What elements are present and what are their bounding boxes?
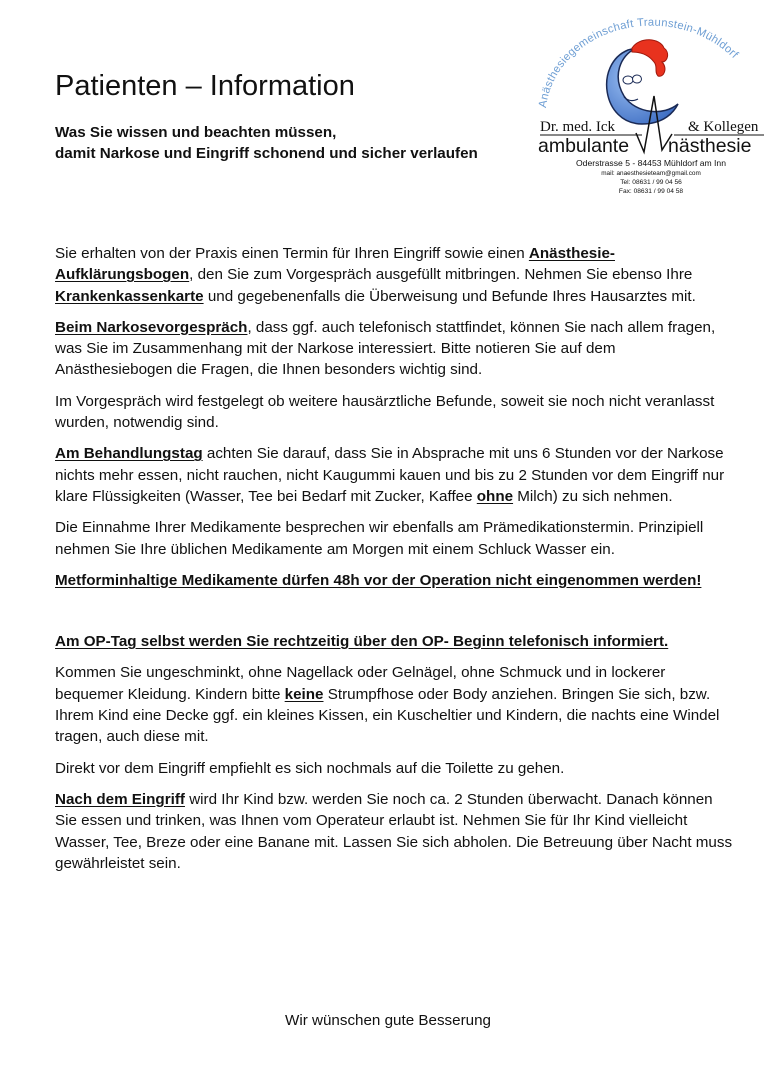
logo-arc-text bbox=[537, 17, 741, 109]
spacer bbox=[55, 601, 735, 631]
logo-word-left: ambulante bbox=[538, 135, 630, 157]
logo-arc-textpath: Anästhesiegemeinschaft Traunstein-Mühldorf bbox=[536, 16, 741, 109]
moon-eye-icon bbox=[623, 76, 633, 84]
nightcap-icon bbox=[632, 40, 668, 77]
text: Milch) zu sich nehmen. bbox=[513, 487, 673, 505]
closing-wish: Wir wünschen gute Besserung bbox=[285, 1012, 491, 1029]
warning-metformin: Metforminhaltige Medikamente dürfen 48h vor der Operation nicht eingenommen werden! bbox=[55, 571, 702, 589]
page-subtitle bbox=[55, 122, 478, 164]
text: , den Sie zum Vorgespräch ausgefüllt mitbringen. Nehmen Sie ebenso Ihre bbox=[189, 266, 693, 284]
emphasis-aufklaerungsbogen: Anästhesie- Aufklärungsbogen bbox=[55, 245, 615, 284]
emphasis-nach-dem-eingriff: Nach dem Eingriff bbox=[55, 790, 185, 808]
text: und gegebenenfalls die Überweisung und Befunde Ihres Hausarztes mit. bbox=[203, 287, 696, 305]
paragraph-toilette: Direkt vor dem Eingriff empfiehlt es sich nochmals auf die Toilette zu gehen. bbox=[55, 759, 565, 777]
logo-address: Oderstrasse 5 - 84453 Mühldorf am Inn bbox=[576, 158, 726, 168]
text: Sie erhalten von der Praxis einen Termin für Ihren Eingriff sowie einen bbox=[55, 245, 529, 262]
logo-tel: Tel: 08631 / 99 04 56 bbox=[620, 179, 682, 186]
paragraph-nach-eingriff bbox=[55, 789, 735, 874]
emphasis-behandlungstag: Am Behandlungstag bbox=[55, 445, 203, 463]
paragraph-befunde: Im Vorgespräch wird festgelegt ob weitere hausärztliche Befunde, soweit sie noch nicht veranlasst wurden, notwendig sind. bbox=[55, 392, 715, 432]
document-body bbox=[55, 243, 735, 884]
text: , dass ggf. auch telefonisch stattfindet, können Sie nach allem fragen, was Sie im Zusammenhang mit der Narkose interessiert. Bitte notieren Sie auf dem Anästhesiebogen die Fragen, die Ihnen besonders wichtig sind. bbox=[55, 318, 716, 379]
logo-word-right: nästhesie bbox=[668, 135, 752, 157]
moon-icon bbox=[607, 48, 678, 124]
text: achten Sie darauf, dass Sie in Absprache mit uns 6 Stunden vor der Narkose nichts mehr essen, nicht rauchen, nicht Kaugummi kauen und bis zu 2 Stunden vor dem Eingriff nur klare Flüssigkeiten (Wasser, Tee bei Bedarf mit Zucker, Kaffee bbox=[55, 445, 725, 505]
text: wird Ihr Kind bzw. werden Sie noch ca. 2 Stunden überwacht. Danach können Sie essen und trinken, was Ihnen vom Operateur erlaubt ist. Nehmen Sie für Ihr Kind vielleicht Wasser, Tee, Breze oder eine Banane mit. Lassen Sie sich abholen. Die Betreuung über Nacht muss gewährleistet sein. bbox=[55, 790, 733, 872]
text: Kommen Sie ungeschminkt, ohne Nagellack oder Gelnägel, ohne Schmuck und in lockerer bequemer Kleidung. Kindern bitte bbox=[55, 664, 666, 703]
text: Strumpfhose oder Body anziehen. Bringen Sie sich, bzw. Ihrem Kind eine Decke ggf. ein kleines Kissen, ein Kuscheltier und Kindern, die nachts eine Windel tragen, auch diese mit. bbox=[55, 685, 720, 746]
logo-mail: mail: anaesthesieteam@gmail.com bbox=[601, 170, 701, 177]
emphasis-krankenkassenkarte: Krankenkassenkarte bbox=[55, 287, 204, 305]
paragraph-medikamente: Die Einnahme Ihrer Medikamente besprechen wir ebenfalls am Prämedikationstermin. Prinzipiell nehmen Sie Ihre üblichen Medikamente am Morgen mit einem Schluck Wasser ein. bbox=[55, 519, 704, 558]
subtitle-line: Was Sie wissen und beachten müssen, bbox=[55, 124, 337, 141]
paragraph-kleidung bbox=[55, 662, 735, 747]
paragraph-vorgespraech bbox=[55, 317, 735, 381]
emphasis-keine: keine bbox=[284, 685, 324, 703]
subtitle-line: damit Narkose und Eingriff schonend und sicher verlaufen bbox=[55, 145, 478, 162]
page-title: Patienten – Information bbox=[55, 70, 355, 102]
logo-partners: & Kollegen bbox=[688, 119, 759, 135]
paragraph-behandlungstag bbox=[55, 443, 735, 507]
logo-doctor: Dr. med. Ick bbox=[540, 119, 615, 135]
logo-fax: Fax: 08631 / 99 04 58 bbox=[618, 188, 684, 195]
notice-op-tag: Am OP-Tag selbst werden Sie rechtzeitig über den OP- Beginn telefonisch informiert. bbox=[55, 633, 669, 651]
emphasis-narkosevorgespraech: Beim Narkosevorgespräch bbox=[55, 318, 248, 336]
emphasis-ohne: ohne bbox=[476, 487, 514, 505]
paragraph-termin bbox=[55, 243, 735, 307]
practice-logo bbox=[524, 4, 774, 200]
